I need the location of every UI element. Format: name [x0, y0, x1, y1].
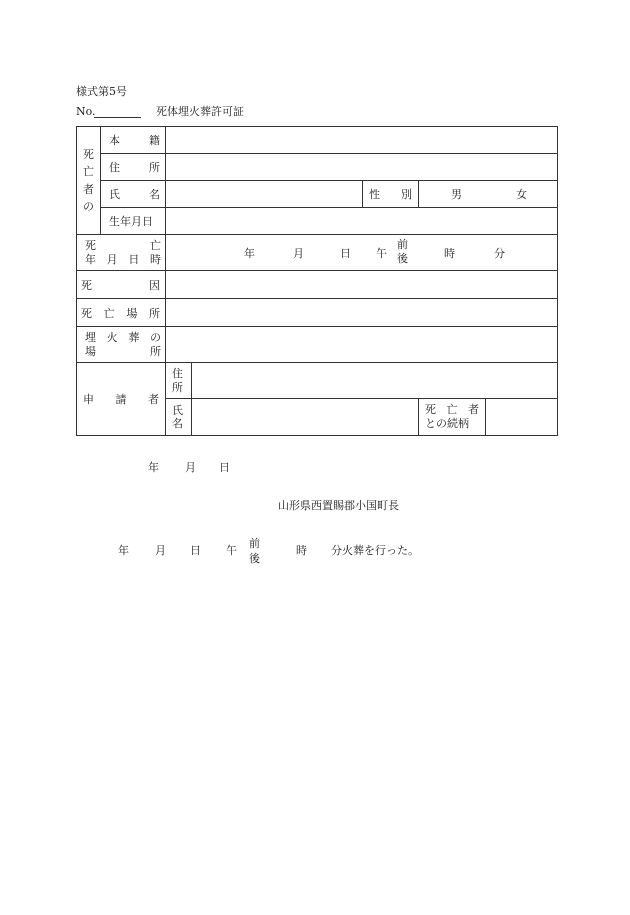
birthdate-label	[101, 208, 166, 235]
death-pm-char: 後	[397, 252, 408, 266]
address-char-1: 住	[109, 161, 120, 174]
sex-label	[363, 181, 419, 208]
cause-char-2: 因	[149, 278, 160, 292]
form-number: 様式第5号	[76, 85, 127, 98]
applicant-label	[77, 363, 166, 436]
relation-char-2: 亡	[446, 403, 458, 417]
deceased-group-label	[77, 127, 101, 235]
honseki-char-1: 本	[109, 134, 120, 147]
name-label	[101, 181, 166, 208]
burial-char-6: 所	[150, 344, 161, 358]
relation-text: との続柄	[425, 417, 469, 430]
cause-char-1: 死	[81, 278, 92, 292]
cremation-day-unit: 日	[190, 544, 201, 557]
birthdate-field[interactable]	[166, 208, 558, 235]
issue-year-unit: 年	[148, 461, 159, 474]
cremation-suffix-text: 分火葬を行った。	[331, 544, 419, 557]
death-place-char-4: 所	[148, 306, 160, 320]
honseki-char-2: 籍	[149, 134, 160, 147]
death-minute-unit: 分	[494, 246, 505, 260]
relation-char-3: 者	[468, 403, 479, 417]
applicant-char-2: 請	[115, 393, 127, 406]
applicant-address-label	[166, 363, 192, 399]
burial-place-field[interactable]	[166, 327, 558, 363]
relation-cell	[419, 399, 558, 436]
burial-char-2: 火	[106, 330, 118, 344]
sex-option-male[interactable]: 男	[451, 188, 462, 201]
burial-char-4: の	[149, 330, 161, 344]
address-char-2: 所	[149, 161, 160, 174]
name-char-1: 氏	[109, 188, 120, 201]
relation-label	[419, 399, 486, 435]
applicant-name-char-2: 名	[172, 417, 183, 430]
death-place-char-1: 死	[81, 306, 92, 320]
applicant-address-char-2: 所	[172, 380, 183, 394]
burial-char-1: 埋	[85, 330, 96, 344]
relation-field[interactable]	[486, 399, 557, 435]
address-label	[101, 154, 166, 181]
death-dt-char-6: 時	[149, 252, 161, 266]
birthdate-text: 生年月日	[109, 215, 153, 228]
honseki-field[interactable]	[166, 127, 558, 154]
number-underline[interactable]	[94, 117, 141, 118]
deceased-char-3: 者	[83, 182, 94, 196]
death-place-char-3: 場	[126, 306, 138, 320]
sex-option-female[interactable]: 女	[516, 188, 528, 201]
death-dt-char-4: 月	[106, 252, 118, 266]
death-day-unit: 日	[340, 246, 351, 260]
cause-label	[77, 271, 166, 299]
deceased-char-4: の	[83, 199, 94, 213]
death-place-char-2: 亡	[103, 306, 115, 320]
death-am-char: 前	[397, 238, 408, 251]
death-dt-char-2: 亡	[150, 238, 161, 252]
cremation-year-unit: 年	[118, 544, 129, 557]
cause-field[interactable]	[166, 271, 558, 299]
applicant-char-1: 申	[83, 393, 94, 406]
document-title: 死体埋火葬許可証	[156, 105, 244, 118]
death-dt-char-5: 日	[128, 252, 140, 266]
burial-char-5: 場	[85, 344, 96, 358]
sex-char-2: 別	[401, 188, 412, 201]
death-place-label	[77, 299, 166, 327]
number-label: No.	[76, 105, 96, 118]
applicant-name-label	[166, 399, 192, 436]
applicant-name-field[interactable]	[192, 399, 419, 436]
cremation-month-unit: 月	[155, 544, 166, 557]
death-year-unit: 年	[244, 246, 255, 260]
issuer-name: 山形県西置賜郡小国町長	[278, 499, 399, 512]
applicant-name-char-1: 氏	[172, 403, 183, 417]
death-hour-unit: 時	[444, 246, 455, 260]
applicant-address-char-1: 住	[172, 367, 183, 381]
issue-day-unit: 日	[219, 461, 230, 474]
deceased-char-1: 死	[83, 148, 94, 162]
issue-month-unit: 月	[185, 461, 196, 474]
permit-form-table	[76, 126, 558, 436]
burial-char-3: 葬	[128, 330, 140, 344]
death-datetime-field[interactable]	[166, 235, 558, 271]
applicant-address-field[interactable]	[192, 363, 558, 399]
death-noon-char: 午	[376, 246, 387, 260]
death-place-field[interactable]	[166, 299, 558, 327]
death-dt-char-3: 年	[85, 252, 96, 266]
death-datetime-label	[77, 235, 166, 271]
honseki-label	[101, 127, 166, 154]
death-dt-char-1: 死	[85, 238, 96, 252]
address-field[interactable]	[166, 154, 558, 181]
cremation-am-char: 前	[249, 537, 260, 550]
name-char-2: 名	[149, 188, 160, 201]
cremation-noon-char: 午	[226, 544, 237, 557]
burial-place-label	[77, 327, 166, 363]
cremation-pm-char: 後	[249, 552, 260, 565]
sex-field[interactable]	[419, 181, 558, 208]
relation-char-1: 死	[425, 403, 436, 417]
sex-char-1: 性	[369, 188, 380, 201]
name-field[interactable]	[166, 181, 363, 208]
cremation-hour-unit: 時	[296, 544, 307, 557]
applicant-char-3: 者	[148, 393, 159, 406]
death-month-unit: 月	[293, 246, 304, 260]
death-ampm-stack	[397, 238, 408, 267]
deceased-char-2: 亡	[83, 165, 94, 179]
